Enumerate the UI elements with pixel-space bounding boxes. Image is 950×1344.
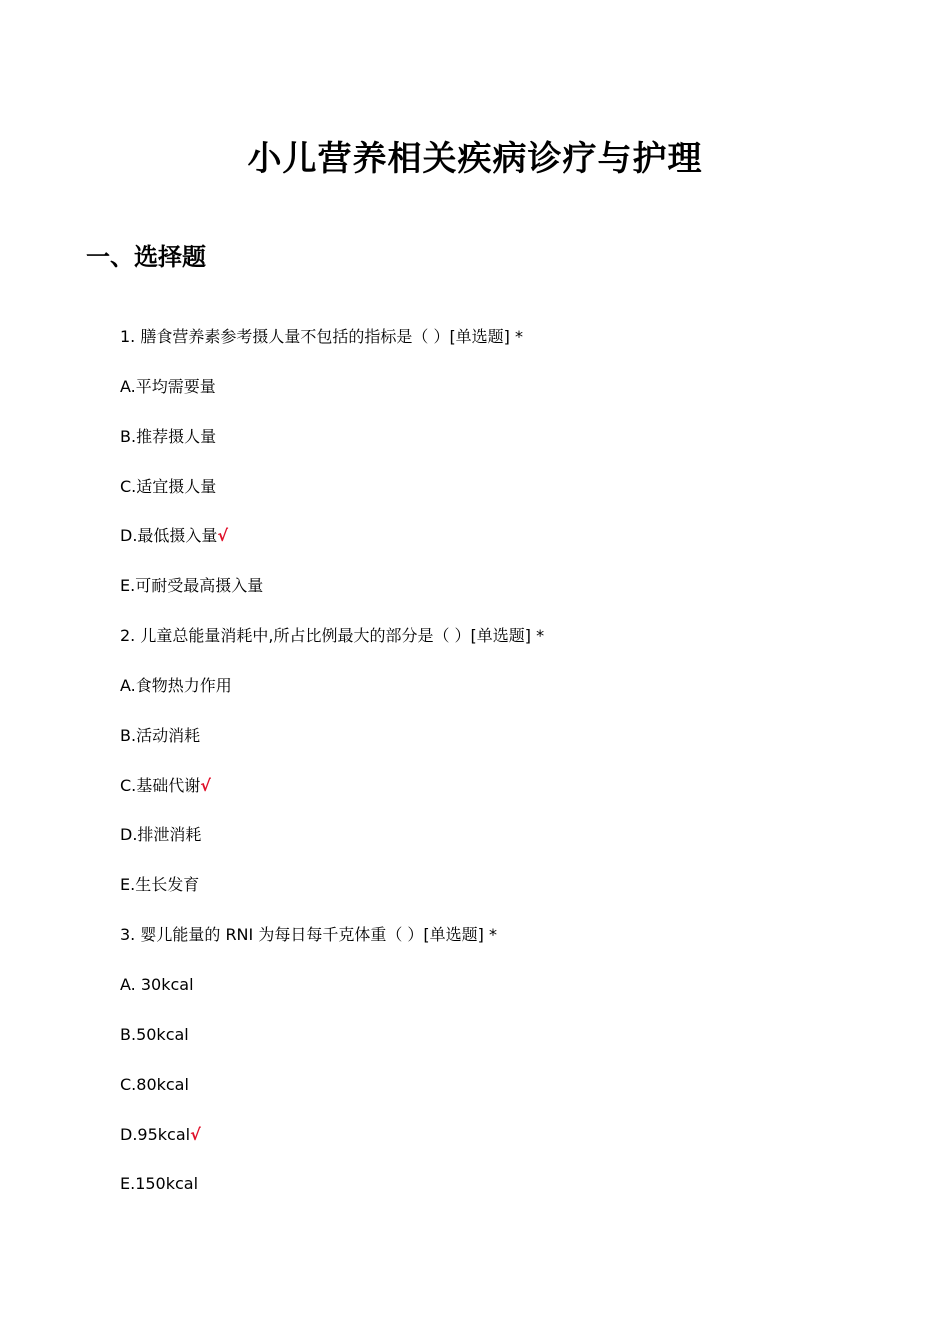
option-label: D.最低摄入量 — [120, 526, 218, 546]
option-label: A. 30kcal — [120, 974, 194, 994]
option-label: E.生长发育 — [120, 875, 200, 895]
option-label: B.推荐摄人量 — [120, 426, 217, 446]
option-label: A.食物热力作用 — [120, 675, 232, 695]
option-label: E.150kcal — [120, 1174, 199, 1194]
option-label: B.活动消耗 — [120, 725, 201, 745]
question-stem-3: 3. 婴儿能量的 RNI 为每日每千克体重（ ）[单选题] * — [120, 925, 497, 945]
option-2-e[interactable] — [120, 871, 900, 921]
option-1-d[interactable] — [120, 522, 900, 572]
option-2-a[interactable] — [120, 672, 900, 722]
option-label: A.平均需要量 — [120, 376, 216, 396]
option-3-a[interactable] — [120, 971, 900, 1021]
option-label: C.80kcal — [120, 1074, 189, 1094]
correct-check-icon: √ — [200, 775, 211, 795]
correct-check-icon: √ — [217, 526, 229, 546]
option-1-e[interactable] — [120, 572, 900, 622]
option-label: E.可耐受最高摄入量 — [120, 576, 264, 596]
section-heading: 一、选择题 — [86, 243, 206, 271]
correct-check-icon: √ — [190, 1124, 201, 1144]
question-stem-1: 1. 膳食营养素参考摄人量不包括的指标是（ ）[单选题] * — [120, 327, 524, 346]
question-list — [120, 323, 900, 1220]
option-1-a[interactable] — [120, 373, 900, 423]
option-3-d[interactable] — [120, 1121, 900, 1171]
option-1-b[interactable] — [120, 423, 900, 473]
option-2-c[interactable] — [120, 772, 900, 822]
option-3-c[interactable] — [120, 1071, 900, 1121]
option-3-b[interactable] — [120, 1021, 900, 1071]
option-2-d[interactable] — [120, 821, 900, 871]
question-stem-2: 2. 儿童总能量消耗中,所占比例最大的部分是（ ）[单选题] * — [120, 626, 545, 646]
option-1-c[interactable] — [120, 473, 900, 523]
option-2-b[interactable] — [120, 722, 900, 772]
option-label: C.基础代谢 — [120, 775, 201, 795]
option-3-e[interactable] — [120, 1170, 900, 1220]
option-label: C.适宜摄人量 — [120, 476, 217, 496]
option-label: B.50kcal — [120, 1024, 189, 1044]
option-label: D.95kcal — [120, 1124, 191, 1144]
option-label: D.排泄消耗 — [120, 825, 202, 845]
document-title: 小儿营养相关疾病诊疗与护理 — [247, 139, 703, 179]
